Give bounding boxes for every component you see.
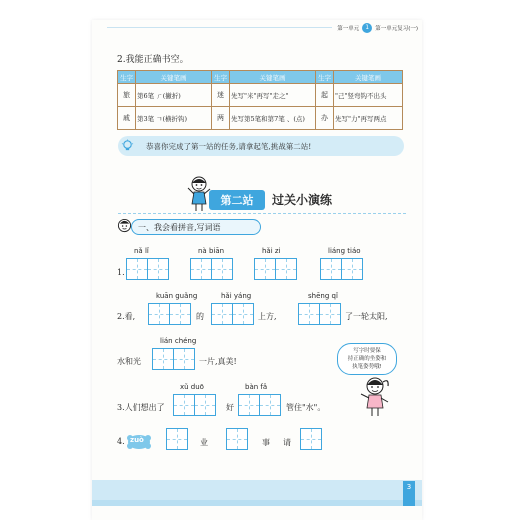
q3-prefix: 3.人们想出了 — [117, 403, 165, 412]
bubble-line: 执笔姿势哦! — [352, 364, 382, 370]
table-header-cell: 关键笔画 — [334, 71, 403, 84]
writing-box[interactable] — [194, 394, 216, 416]
writing-box[interactable] — [226, 428, 248, 450]
writing-box[interactable] — [259, 394, 281, 416]
q4-prefix: 4. — [117, 437, 125, 446]
table-cell: 第3笔 ㄱ(横折钩) — [136, 107, 212, 130]
q1-answer-boxes-2 — [190, 258, 232, 280]
bubble-line: 写字时要保 — [353, 348, 381, 354]
table-cell: 戚 — [118, 107, 136, 130]
writing-box[interactable] — [147, 258, 169, 280]
writing-box[interactable] — [126, 258, 148, 280]
q2-pinyin-2: hǎi yáng — [221, 292, 252, 300]
q2-mid1: 的 — [196, 312, 204, 321]
q3-pinyin-2: bàn fǎ — [245, 383, 268, 391]
writing-box[interactable] — [298, 303, 320, 325]
q2-suffix: 了一轮太阳, — [345, 312, 388, 321]
stroke-table-header — [118, 71, 403, 84]
unit-number-badge: 1 — [362, 23, 372, 33]
lightbulb-icon — [121, 139, 134, 152]
header-section: 第一单元复习(一) — [375, 25, 418, 32]
writing-box[interactable] — [300, 428, 322, 450]
writing-box[interactable] — [341, 258, 363, 280]
q3-pinyin-1: xǔ duō — [180, 383, 204, 391]
q2-pinyin-3: shēng qǐ — [308, 292, 338, 300]
q4-answer-box-3 — [300, 428, 321, 450]
q2b-prefix: 水和光 — [117, 357, 141, 366]
table-cell: 起 — [316, 84, 334, 107]
table-header-cell: 关键笔画 — [136, 71, 212, 84]
table-cell: 旅 — [118, 84, 136, 107]
table-cell: 办 — [316, 107, 334, 130]
q1-answer-boxes-4 — [320, 258, 362, 280]
table-header-cell: 生字 — [212, 71, 230, 84]
q1-pinyin-3: hǎi zi — [262, 247, 281, 255]
q2b-suffix: 一片,真美! — [199, 357, 237, 366]
writing-box[interactable] — [190, 258, 212, 280]
station-divider — [118, 213, 406, 214]
writing-box[interactable] — [275, 258, 297, 280]
q4-char-1: 业 — [200, 438, 208, 447]
writing-box[interactable] — [173, 348, 195, 370]
speech-bubble — [337, 343, 397, 375]
table-header-cell: 生字 — [118, 71, 136, 84]
tip-banner — [118, 136, 404, 156]
q2-answer-boxes-2 — [211, 303, 253, 325]
q3-answer-boxes-1 — [173, 394, 215, 416]
q2-mid2: 上方, — [258, 312, 277, 321]
writing-box[interactable] — [211, 303, 233, 325]
table-cell: 两 — [212, 107, 230, 130]
section2-title: 2.我能正确书空。 — [117, 55, 189, 65]
table-cell: 先写"力"再写两点 — [334, 107, 403, 130]
table-row — [118, 107, 403, 130]
footer-strip — [92, 500, 422, 506]
stroke-table — [117, 70, 403, 130]
writing-box[interactable] — [238, 394, 260, 416]
page-header — [337, 22, 418, 33]
station-title: 过关小演练 — [272, 193, 333, 207]
q4-pinyin: zuò — [130, 436, 144, 444]
writing-box[interactable] — [254, 258, 276, 280]
q2-pinyin-1: kuān guǎng — [156, 292, 198, 300]
q2b-answer-boxes — [152, 348, 194, 370]
q2-prefix: 2.看, — [117, 312, 136, 321]
smiley-face-icon — [117, 218, 132, 233]
page-number: 3 — [403, 481, 415, 506]
writing-box[interactable] — [319, 303, 341, 325]
writing-box[interactable] — [169, 303, 191, 325]
writing-box[interactable] — [173, 394, 195, 416]
q2b-pinyin: lián chéng — [160, 337, 197, 345]
q3-suffix: 管住"水"。 — [286, 403, 326, 412]
bubble-line: 持正确的坐姿和 — [347, 356, 387, 362]
q4-char-3: 请 — [283, 438, 291, 447]
table-cell: "己"竖弯钩不出头 — [334, 84, 403, 107]
table-cell: 先写"米"再写"走之" — [230, 84, 316, 107]
table-header-cell: 关键笔画 — [230, 71, 316, 84]
q1-answer-boxes-3 — [254, 258, 296, 280]
tip-text: 恭喜你完成了第一站的任务,请拿起笔,挑战第二站! — [146, 141, 312, 151]
table-cell: 先写第5笔和第7笔 、(点) — [230, 107, 316, 130]
q4-answer-box-1 — [166, 428, 187, 450]
writing-box[interactable] — [232, 303, 254, 325]
writing-box[interactable] — [320, 258, 342, 280]
q1-answer-boxes-1 — [126, 258, 168, 280]
header-rule — [107, 27, 332, 28]
q3-answer-boxes-2 — [238, 394, 280, 416]
q2-answer-boxes-3 — [298, 303, 340, 325]
writing-box[interactable] — [166, 428, 188, 450]
header-unit-prefix: 第一单元 — [337, 25, 360, 32]
table-header-cell: 生字 — [316, 71, 334, 84]
writing-box[interactable] — [211, 258, 233, 280]
writing-box[interactable] — [152, 348, 174, 370]
table-cell: 第6笔 ㄏ(撇折) — [136, 84, 212, 107]
table-cell: 迷 — [212, 84, 230, 107]
q4-char-2: 事 — [262, 438, 270, 447]
q1-pinyin-2: nà biān — [198, 247, 225, 255]
girl-writing-icon — [355, 374, 393, 418]
writing-box[interactable] — [148, 303, 170, 325]
q1-pinyin-4: liáng tiáo — [328, 247, 361, 255]
exercise1-title: 一、我会看拼音,写词语 — [131, 219, 261, 235]
q3-mid: 好 — [226, 403, 234, 412]
q2-answer-boxes-1 — [148, 303, 190, 325]
q4-answer-box-2 — [226, 428, 247, 450]
table-row — [118, 84, 403, 107]
q1-number: 1. — [117, 268, 125, 277]
q1-pinyin-1: nǎ lǐ — [134, 247, 149, 255]
station-badge: 第二站 — [209, 190, 265, 210]
